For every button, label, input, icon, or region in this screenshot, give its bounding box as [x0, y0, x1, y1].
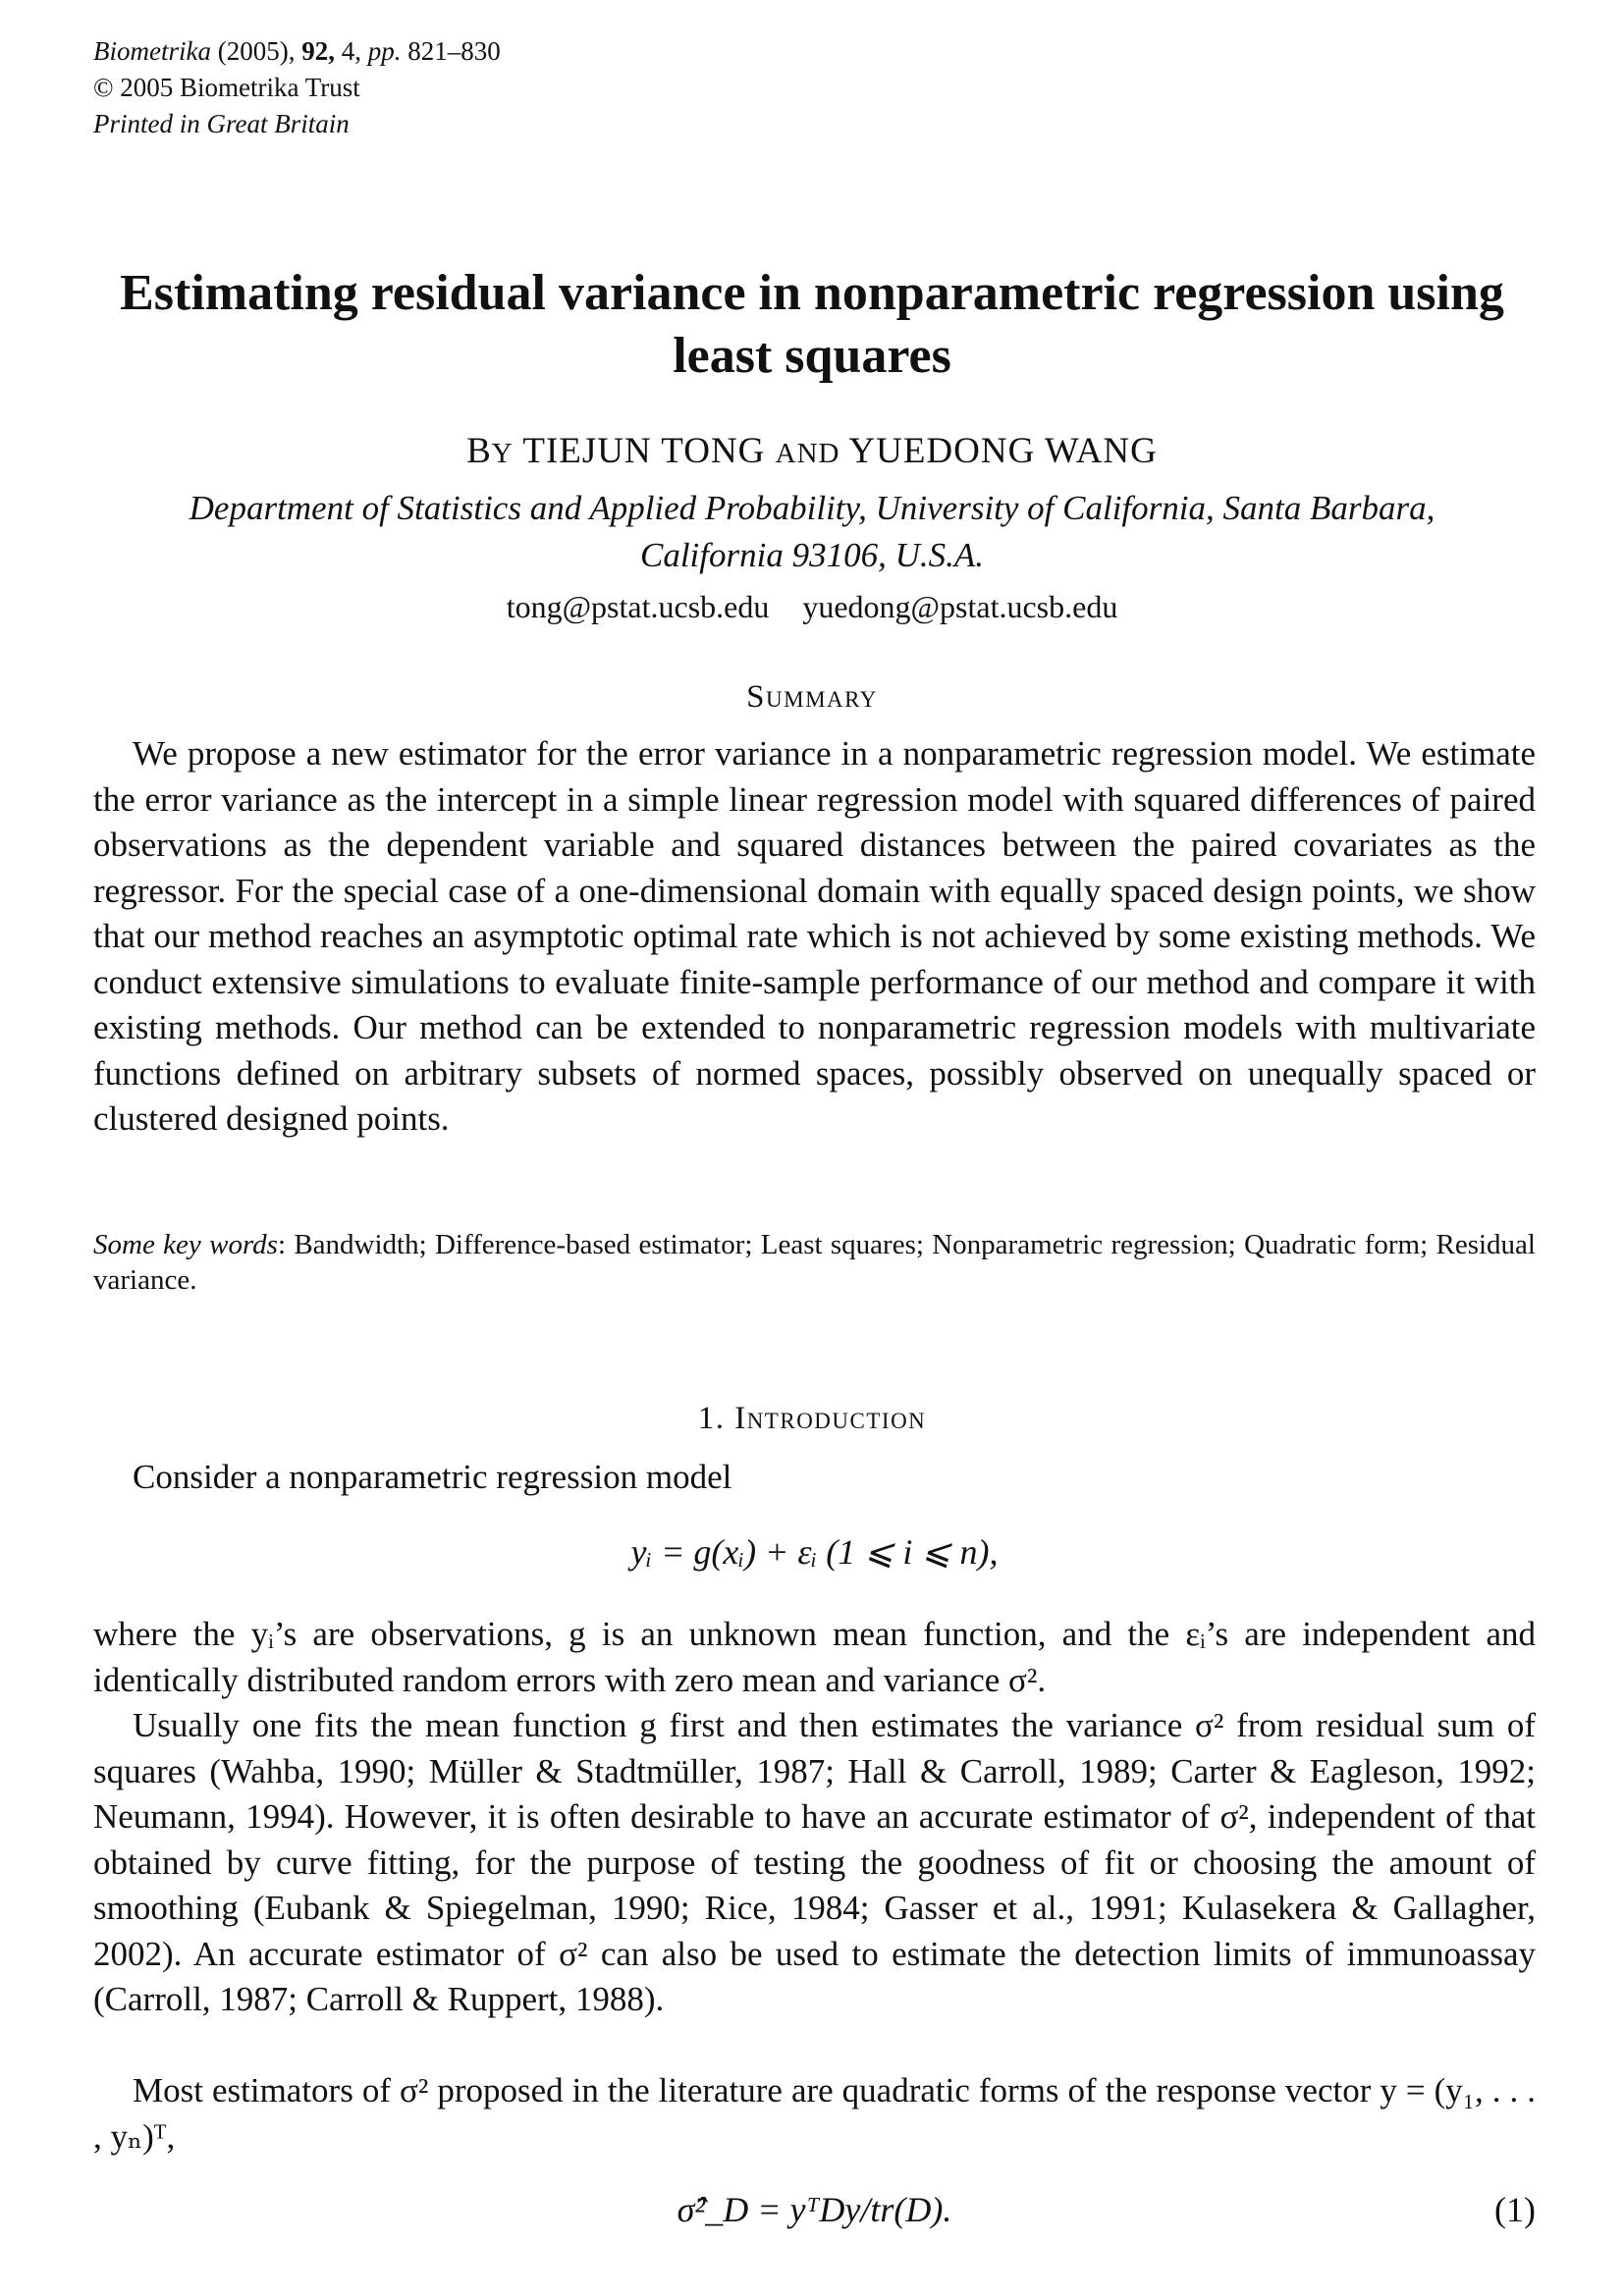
- journal-header: [93, 33, 501, 142]
- journal-copyright: © 2005 Biometrika Trust: [93, 73, 360, 102]
- journal-volume: 92,: [301, 36, 335, 66]
- model-equation-text: yᵢ = g(xᵢ) + εᵢ (1 ⩽ i ⩽ n),: [630, 1532, 999, 1572]
- author-1: TIEJUN TONG: [522, 431, 766, 471]
- journal-pages: 821–830: [407, 36, 501, 66]
- author-2: YUEDONG WANG: [848, 431, 1158, 471]
- by-rest: Y: [491, 438, 514, 469]
- keywords-label: Some key words: [93, 1229, 278, 1260]
- model-equation: [93, 1531, 1536, 1573]
- email-1[interactable]: tong@pstat.ucsb.edu: [506, 589, 770, 624]
- journal-pages-label: pp.: [367, 36, 402, 66]
- introduction-heading: 1. Introduction: [697, 1401, 927, 1436]
- and-label: AND: [775, 438, 840, 469]
- intro-paragraph-4: Most estimators of σ² proposed in the literature are quadratic forms of the response vector y = (y₁, . . . , yₙ)ᵀ,: [93, 2071, 1536, 2156]
- journal-printed: Printed in Great Britain: [93, 109, 350, 138]
- affiliation: [93, 485, 1531, 579]
- title-line-1: Estimating residual variance in nonparametric regression using: [120, 265, 1504, 321]
- journal-name: Biometrika: [93, 36, 211, 66]
- affiliation-line-2: California 93106, U.S.A.: [639, 536, 985, 574]
- intro-paragraph-3: Usually one fits the mean function g first and then estimates the variance σ² from residual sum of squares (Wahba, 1990; Müller & Stadtmüller, 1987; Hall & Carroll, 1989; Carter & Eagleson, 1992; Neumann, 1994). However, it is often desirable to have an accurate estimator of σ², independent of that obtained by curve fitting, for the purpose of testing the goodness of fit or choosing the amount of smoothing (Eubank & Spiegelman, 1990; Rice, 1984; Gasser et al., 1991; Kulasekera & Gallagher, 2002). An accurate estimator of σ² can also be used to estimate the detection limits of immunoassay (Carroll, 1987; Carroll & Ruppert, 1988).: [93, 1706, 1536, 2018]
- intro-paragraph-1: Consider a nonparametric regression model: [133, 1458, 732, 1496]
- emails: [93, 589, 1531, 625]
- author-line: [93, 430, 1531, 472]
- by-label: BY: [466, 431, 514, 471]
- keywords-text: Bandwidth; Difference-based estimator; Least squares; Nonparametric regression; Quadratic form; Residual variance.: [93, 1229, 1536, 1296]
- intro-paragraph-2: where the yᵢ’s are observations, g is an unknown mean function, and the εᵢ’s are independent and identically distributed random errors with zero mean and variance σ².: [93, 1615, 1536, 1699]
- paper-title: [79, 262, 1545, 388]
- affiliation-line-1: Department of Statistics and Applied Probability, University of California, Santa Barbara,: [189, 489, 1435, 527]
- journal-issue: 4,: [341, 36, 361, 66]
- title-line-2: least squares: [673, 328, 951, 384]
- estimator-equation: [93, 2189, 1536, 2230]
- journal-year: (2005),: [217, 36, 296, 66]
- journal-citation: [93, 33, 501, 70]
- summary-heading: Summary: [746, 679, 878, 715]
- summary-text: We propose a new estimator for the error variance in a nonparametric regression model. We estimate the error variance as the intercept in a simple linear regression model with squared differences of paired observations as the dependent variable and squared distances between the paired covariates as the regressor. For the special case of a one-dimensional domain with equally spaced design points, we show that our method reaches an asymptotic optimal rate which is not achieved by some existing methods. We conduct extensive simulations to evaluate finite-sample performance of our method and compare it with existing methods. Our method can be extended to nonparametric regression models with multivariate functions defined on arbitrary subsets of normed spaces, possibly observed on unequally spaced or clustered designed points.: [93, 734, 1536, 1138]
- estimator-equation-text: σ̂²_D = yᵀDy/tr(D).: [677, 2190, 952, 2229]
- equation-number: (1): [1494, 2190, 1536, 2229]
- email-2[interactable]: yuedong@pstat.ucsb.edu: [802, 589, 1118, 624]
- keywords: Some key words: Bandwidth; Difference-based estimator; Least squares; Nonparametric regression; Quadratic form; Residual variance.: [93, 1229, 1536, 1296]
